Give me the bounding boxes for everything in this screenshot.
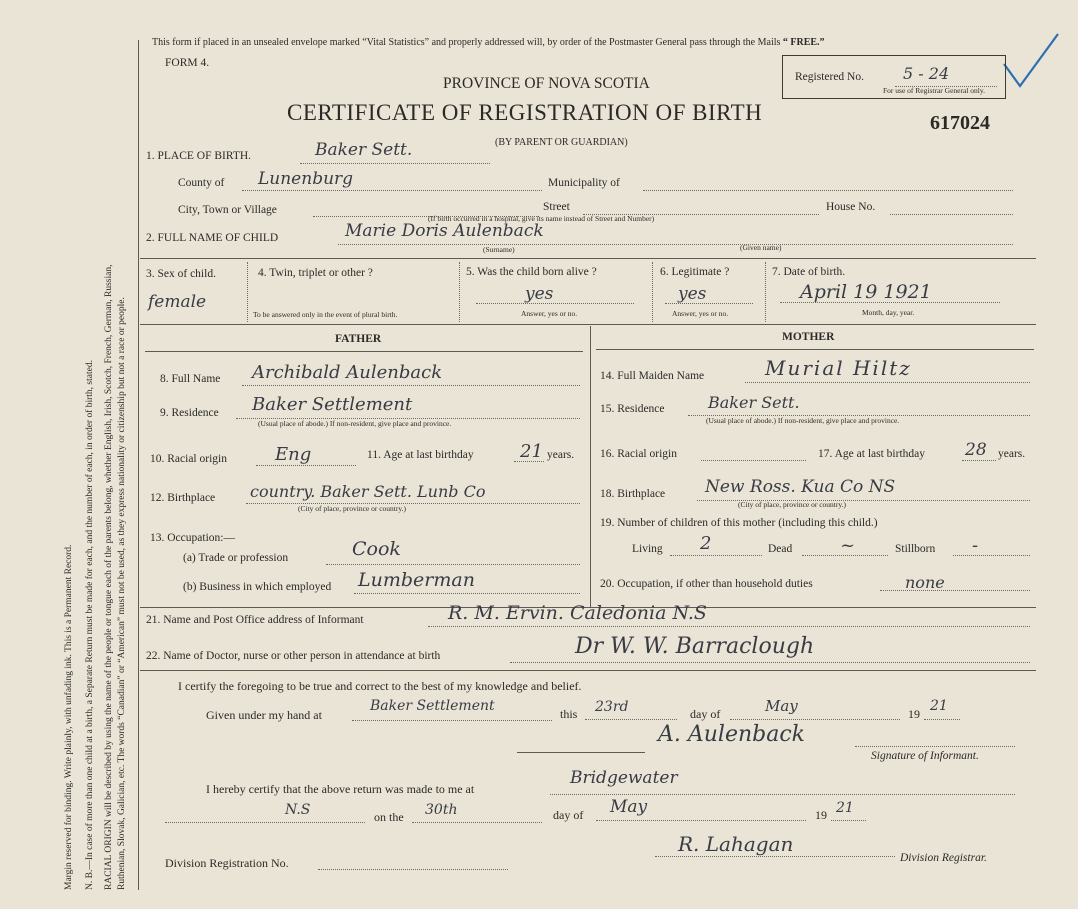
checkmark-icon (1000, 30, 1062, 92)
mother-name-value: Murial Hiltz (765, 356, 912, 380)
mother-birthplace-label: 18. Birthplace (600, 488, 666, 500)
born-alive-label: 5. Was the child born alive ? (466, 266, 597, 278)
return-label: I hereby certify that the above return was made to me at (206, 782, 475, 796)
on-the-label: on the (374, 810, 404, 824)
father-age-value: 21 (520, 441, 543, 462)
mother-residence-value: Baker Sett. (708, 393, 800, 412)
division-registration-label: Division Registration No. (165, 856, 289, 870)
return-year-suffix-value: 21 (836, 800, 854, 816)
father-abode-note: (Usual place of abode.) If non-resident, give place and province. (258, 419, 452, 428)
signature-informant-label: Signature of Informant. (871, 750, 979, 762)
doctor-label: 22. Name of Doctor, nurse or other person in attendance at birth (146, 650, 441, 662)
father-residence-value: Baker Settlement (252, 394, 413, 415)
living-label: Living (632, 543, 663, 555)
sex-value: female (148, 292, 207, 312)
father-birthplace-label: 12. Birthplace (150, 492, 216, 504)
mother-residence-label: 15. Residence (600, 403, 665, 415)
mother-race-label: 16. Racial origin (600, 448, 677, 460)
given-name-note: (Given name) (740, 243, 782, 252)
city-label: City, Town or Village (178, 204, 277, 216)
informant-label: 21. Name and Post Office address of Informant (146, 614, 364, 626)
on-day-value: 30th (425, 802, 458, 818)
given-place-value: Baker Settlement (370, 698, 495, 714)
year-suffix-value: 21 (930, 698, 948, 714)
mother-age-unit: years. (998, 448, 1026, 460)
informant-value: R. M. Ervin. Caledonia N.S (448, 602, 707, 624)
father-business-label: (b) Business in which employed (183, 581, 332, 593)
birth-date-value: April 19 1921 (800, 281, 932, 303)
mother-heading: MOTHER (782, 331, 835, 343)
day-of-label: day of (690, 707, 721, 721)
legitimate-note: Answer, yes or no. (672, 309, 729, 318)
given-under-label: Given under my hand at (206, 708, 322, 722)
margin-rule (138, 40, 139, 890)
return-prov-value: N.S (285, 802, 311, 818)
informant-signature: A. Aulenback (658, 722, 806, 747)
born-alive-note: Answer, yes or no. (521, 309, 578, 318)
house-no-label: House No. (826, 201, 876, 213)
birth-date-note: Month, day, year. (862, 308, 915, 317)
return-year-prefix: 19 (815, 808, 827, 822)
father-age-unit: years. (547, 449, 575, 461)
street-label: Street (543, 201, 570, 213)
child-name-value: Marie Doris Aulenback (345, 221, 544, 241)
province-title: PROVINCE OF NOVA SCOTIA (443, 75, 650, 92)
registered-label: Registered No. (795, 71, 864, 83)
year-prefix: 19 (908, 707, 920, 721)
stillborn-value: - (972, 535, 979, 556)
form-number: FORM 4. (165, 57, 210, 69)
county-value: Lunenburg (258, 169, 354, 189)
father-business-value: Lumberman (358, 569, 475, 591)
margin-note-binding: Margin reserved for binding. Write plainly, with unfading ink. This is a Permanent Record. (64, 544, 74, 890)
subtitle: (BY PARENT OR GUARDIAN) (495, 137, 628, 148)
return-month-value: May (610, 797, 648, 817)
father-trade-label: (a) Trade or profession (183, 552, 289, 564)
legitimate-label: 6. Legitimate ? (660, 266, 730, 278)
postal-note: This form if placed in an unsealed envelope marked “Vital Statistics” and properly addressed will, by order of the Postmaster General pass through the Mails “ FREE.” (152, 37, 825, 48)
place-of-birth-label: 1. PLACE OF BIRTH. (146, 150, 252, 162)
this-label: this (560, 707, 578, 721)
mother-name-label: 14. Full Maiden Name (600, 370, 705, 382)
father-birthplace-value: country. Baker Sett. Lunb Co (250, 482, 486, 501)
page-title: CERTIFICATE OF REGISTRATION OF BIRTH (287, 100, 763, 125)
birth-date-label: 7. Date of birth. (772, 266, 846, 278)
mother-age-label: 17. Age at last birthday (818, 448, 925, 460)
return-place-value: Bridgewater (570, 768, 678, 788)
sex-label: 3. Sex of child. (146, 268, 216, 280)
father-occupation-label: 13. Occupation:— (150, 532, 235, 544)
mother-birthplace-value: New Ross. Kua Co NS (705, 477, 896, 497)
registrar-signature: R. Lahagan (678, 832, 794, 856)
dead-value: ~ (840, 535, 856, 556)
registered-value: 5 - 24 (903, 64, 950, 83)
living-value: 2 (700, 533, 712, 554)
child-name-label: 2. FULL NAME OF CHILD (146, 232, 279, 244)
doctor-value: Dr W. W. Barraclough (575, 634, 815, 659)
father-name-label: 8. Full Name (160, 373, 221, 385)
father-race-label: 10. Racial origin (150, 453, 227, 465)
father-birthplace-note: (City of place, province or country.) (298, 504, 407, 513)
mother-abode-note: (Usual place of abode.) If non-resident, give place and province. (706, 416, 900, 425)
municipality-label: Municipality of (548, 177, 620, 189)
born-alive-value: yes (525, 284, 554, 304)
this-day-value: 23rd (595, 699, 629, 715)
margin-note-racial-origin: RACIAL ORIGIN will be described by using the name of the people or tongue each of the parents belong, whether English, Irish, Scotch, French, German, Russian, (104, 264, 114, 890)
father-name-value: Archibald Aulenback (252, 362, 443, 383)
father-age-label: 11. Age at last birthday (367, 449, 474, 461)
father-heading: FATHER (335, 333, 382, 345)
margin-note-multiple-births: N. B.—In case of more than one child at a birth, a Separate Return must be made for each, and the number of each, in order of birth, stated. (85, 360, 95, 890)
mother-occupation-label: 20. Occupation, if other than household duties (600, 578, 813, 590)
surname-note: (Surname) (483, 245, 515, 254)
margin-note-racial-origin-cont: Ruthenian, Slovak, Galician, etc. The words “Canadian” or “American” must not be used, as they express nationality or citizenship but not a race or people. (117, 297, 127, 890)
place-of-birth-value: Baker Sett. (315, 140, 413, 160)
father-race-value: Eng (275, 444, 312, 465)
father-residence-label: 9. Residence (160, 407, 219, 419)
mother-birthplace-note: (City of place, province or country.) (738, 500, 847, 509)
day-of-label-2: day of (553, 808, 584, 822)
county-label: County of (178, 177, 225, 189)
father-trade-value: Cook (352, 538, 401, 560)
division-registrar-label: Division Registrar. (900, 852, 987, 864)
certify-statement: I certify the foregoing to be true and correct to the best of my knowledge and belief. (178, 679, 582, 693)
mother-occupation-value: none (905, 573, 945, 592)
mother-age-value: 28 (965, 440, 987, 460)
hospital-note: (If birth occurred in a hospital, give its name instead of Street and Number) (428, 214, 655, 223)
legitimate-value: yes (678, 284, 707, 304)
children-count-label: 19. Number of children of this mother (including this child.) (600, 517, 878, 529)
month-value: May (765, 697, 798, 715)
registered-box (782, 55, 1006, 99)
stillborn-label: Stillborn (895, 543, 936, 555)
registrar-use-note: For use of Registrar General only. (883, 86, 985, 95)
twin-note: To be answered only in the event of plural birth. (253, 310, 398, 319)
twin-label: 4. Twin, triplet or other ? (258, 267, 373, 279)
certificate-number: 617024 (930, 112, 990, 134)
dead-label: Dead (768, 543, 793, 555)
